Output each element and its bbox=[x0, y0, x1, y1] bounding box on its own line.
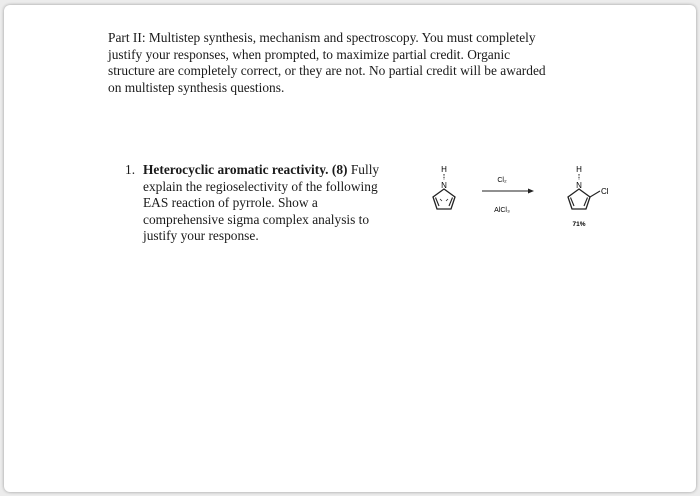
reactant-lone-pair-mark bbox=[440, 199, 442, 201]
instructions-line: structure are completely correct, or they are not. No partial credit will be awarded bbox=[108, 63, 546, 78]
question-line: EAS reaction of pyrrole. Show a bbox=[143, 195, 318, 210]
question-line: justify your response. bbox=[143, 228, 259, 243]
question-text bbox=[143, 162, 413, 245]
question-first-line-rest: Fully bbox=[347, 162, 380, 177]
product-carbon-chlorine-bond bbox=[590, 191, 600, 197]
reagent-chlorine-label: Cl₂ bbox=[497, 177, 507, 184]
product-chlorine-label: Cl bbox=[601, 187, 609, 196]
product-hydrogen-label: H bbox=[576, 165, 582, 174]
instructions-paragraph bbox=[108, 30, 608, 96]
instructions-line: justify your responses, when prompted, to maximize partial credit. Organic bbox=[108, 46, 511, 62]
instructions-line: Part II: Multistep synthesis, mechanism and spectroscopy. You must completely bbox=[108, 30, 536, 45]
product-yield-label: 71% bbox=[572, 221, 586, 228]
product-nitrogen-label: N bbox=[576, 181, 582, 190]
reactant-hydrogen-label: H bbox=[441, 165, 447, 174]
reaction-scheme bbox=[424, 155, 624, 235]
question-first-line bbox=[143, 162, 413, 179]
question-line: comprehensive sigma complex analysis to bbox=[143, 211, 370, 227]
reaction-scheme-drawing bbox=[424, 155, 624, 235]
pyrrole-reactant bbox=[433, 165, 455, 209]
question-title: Heterocyclic aromatic reactivity. (8) bbox=[143, 162, 348, 177]
question-number: 1. bbox=[125, 162, 136, 177]
reagent-catalyst-label: AlCl₃ bbox=[494, 207, 510, 214]
question-line: explain the regioselectivity of the following bbox=[143, 178, 378, 194]
reactant-nitrogen-label: N bbox=[441, 181, 447, 190]
reaction-arrow-head bbox=[528, 189, 534, 194]
reaction-arrow-group bbox=[482, 177, 534, 214]
reactant-lone-pair-mark bbox=[446, 199, 448, 201]
instructions-line: on multistep synthesis questions. bbox=[108, 79, 285, 95]
chloropyrrole-product bbox=[568, 165, 609, 228]
document-page bbox=[4, 5, 696, 492]
